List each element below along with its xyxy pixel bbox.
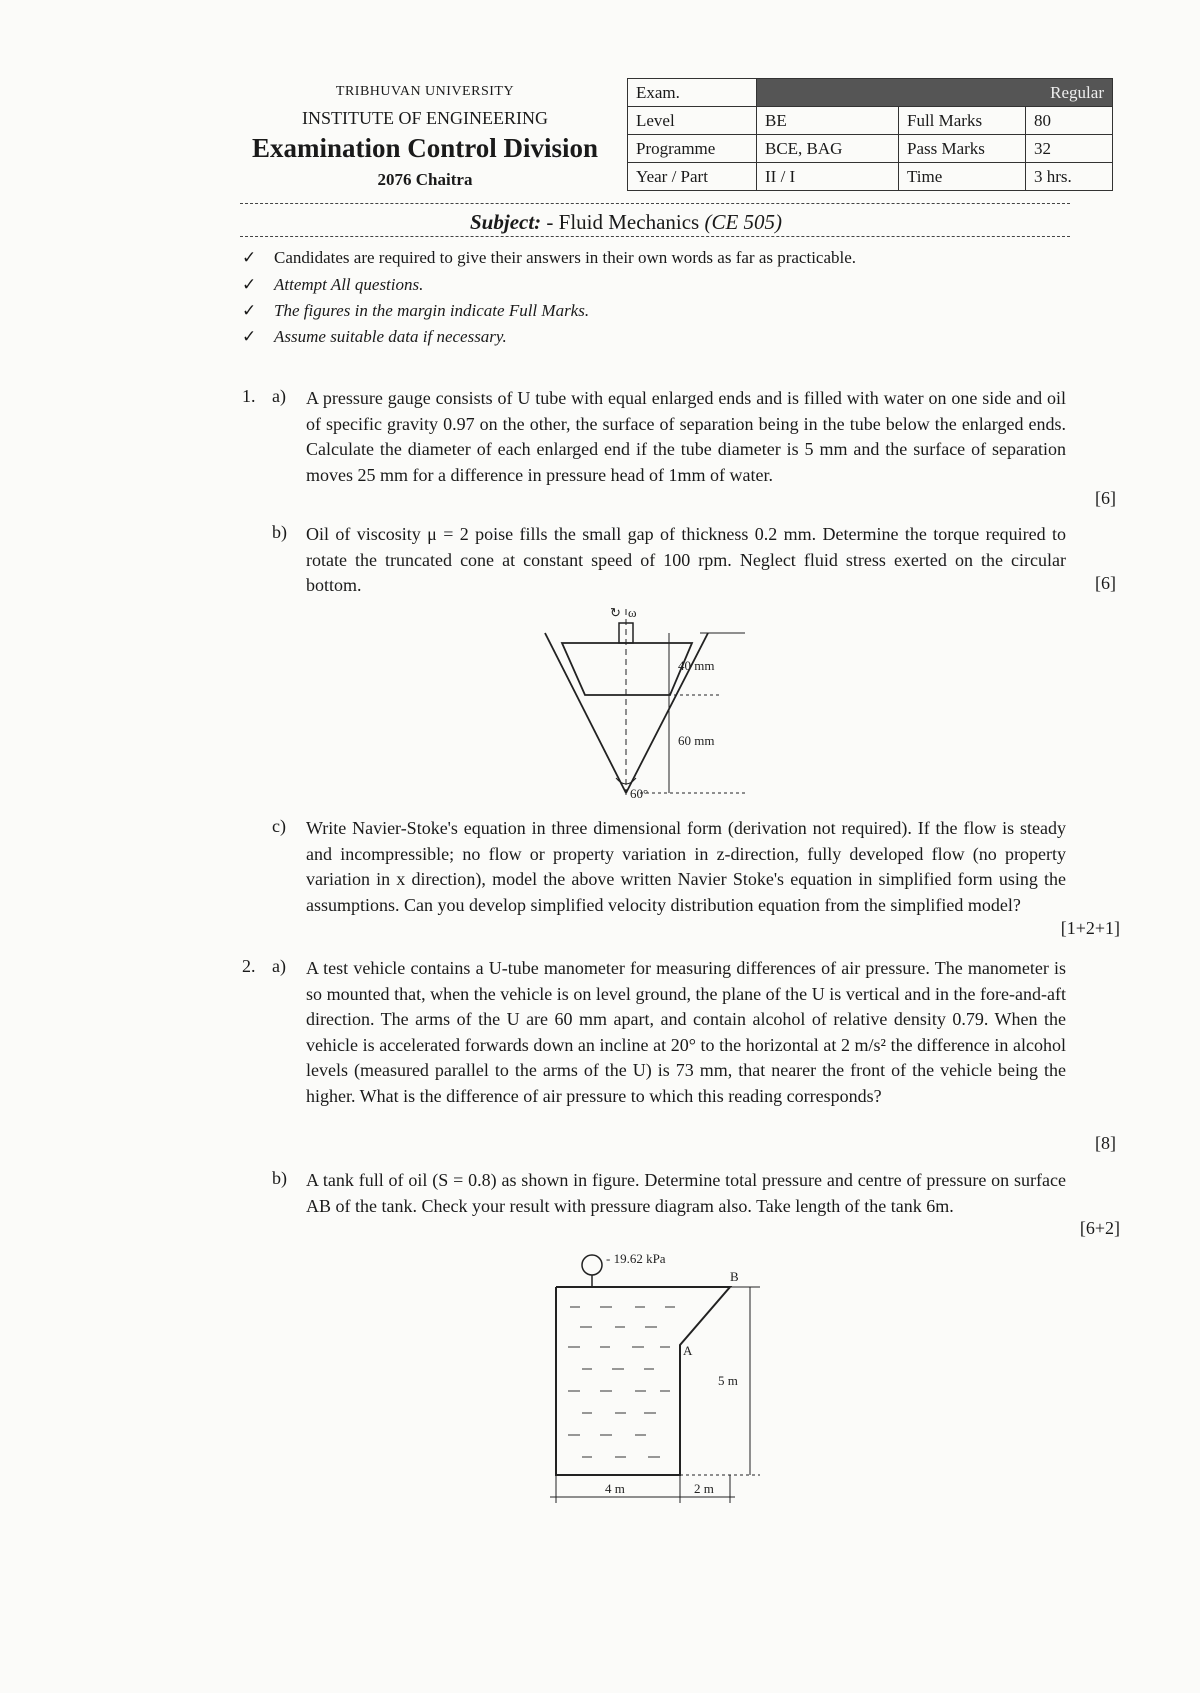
full-marks-label: Full Marks (899, 107, 1026, 135)
subject-name: - Fluid Mechanics (546, 210, 700, 234)
width-right-label: 2 m (694, 1481, 714, 1496)
pressure-gauge-icon (582, 1255, 602, 1275)
instruction-item: ✓ The figures in the margin indicate Full Marks. (242, 301, 590, 320)
exam-value: Regular (757, 79, 1113, 107)
tank-figure (540, 1245, 810, 1520)
division-title: Examination Control Division (251, 133, 599, 163)
question-number: 1. (242, 386, 256, 406)
height-label: 5 m (718, 1373, 738, 1388)
question-marks: [6] (1095, 573, 1116, 593)
instruction-item: ✓ Candidates are required to give their answers in their own words as far as practicable. (242, 248, 857, 267)
tank-outline (556, 1287, 730, 1475)
omega-label: ω (628, 605, 637, 620)
institute-name: INSTITUTE OF ENGINEERING (302, 108, 548, 128)
year-value: II / I (757, 163, 899, 191)
check-icon: ✓ (242, 301, 257, 320)
cone-figure (540, 595, 800, 805)
check-icon: ✓ (242, 275, 257, 294)
programme-label: Programme (628, 135, 757, 163)
pressure-label: - 19.62 kPa (606, 1251, 666, 1266)
instruction-item: ✓ Assume suitable data if necessary. (242, 327, 507, 346)
outer-cone-left (545, 633, 626, 793)
subject-code: (CE 505) (704, 210, 783, 234)
question-marks: [8] (1095, 1133, 1116, 1153)
check-icon: ✓ (242, 327, 257, 346)
subject-line (470, 210, 782, 235)
subject-divider (240, 236, 1070, 237)
subject-label: Subject: (470, 210, 542, 234)
outer-cone-right (626, 633, 708, 793)
university-name: TRIBHUVAN UNIVERSITY (335, 84, 515, 99)
omega-symbol: ↻ (610, 605, 621, 620)
question-1a-text: A pressure gauge consists of U tube with equal enlarged ends and is filled with water on one side and oil of specific gravity 0.97 on the other, the surface of separation being in the tube below the enlarged ends. Calculate the diameter of each enlarged end if the tube diameter is 5 mm and the surface of separation moves 25 mm for a difference in pressure head of 1mm of water. (306, 388, 1066, 485)
year-label: Year / Part (628, 163, 757, 191)
check-icon: ✓ (242, 248, 257, 267)
full-marks-value: 80 (1026, 107, 1113, 135)
question-number: 2. (242, 956, 256, 976)
dim-bottom-label: 60 mm (678, 733, 715, 748)
level-label: Level (628, 107, 757, 135)
angle-label: 60° (630, 786, 649, 801)
header-divider (240, 203, 1070, 204)
question-marks: [1+2+1] (1060, 918, 1120, 938)
question-marks: [6+2] (1079, 1218, 1120, 1238)
width-left-label: 4 m (605, 1481, 625, 1496)
question-2b-text: A tank full of oil (S = 0.8) as shown in figure. Determine total pressure and centre of pressure on surface AB of the tank. Check your result with pressure diagram also. Take length of the tank 6m. (306, 1170, 1066, 1216)
question-1c-text: Write Navier-Stoke's equation in three dimensional form (derivation not required). If the flow is steady and incompressible; no flow or property variation in z-direction, fully developed flow (no property variation in x direction), model the above written Navier Stoke's equation in simplified form using the assumptions. Can you develop simplified velocity distribution equation from the simplified model? (306, 818, 1066, 915)
exam-label: Exam. (628, 79, 757, 107)
time-label: Time (899, 163, 1026, 191)
time-value: 3 hrs. (1026, 163, 1113, 191)
programme-value: BCE, BAG (757, 135, 899, 163)
question-part-letter: a) (272, 956, 286, 976)
dim-top-label: 40 mm (678, 658, 715, 673)
level-value: BE (757, 107, 899, 135)
truncated-cone-shape (562, 643, 692, 695)
point-a-label: A (683, 1343, 693, 1358)
exam-info-table (627, 78, 1113, 191)
instruction-item: ✓ Attempt All questions. (242, 275, 424, 294)
oil-hatching (568, 1307, 675, 1457)
question-part-letter: b) (272, 522, 287, 542)
question-marks: [6] (1095, 488, 1116, 508)
pass-marks-label: Pass Marks (899, 135, 1026, 163)
question-1b-text: Oil of viscosity μ = 2 poise fills the small gap of thickness 0.2 mm. Determine the torque required to rotate the truncated cone at constant speed of 100 rpm. Neglect fluid stress exerted on the circular bottom. (306, 524, 1066, 595)
question-2a-text: A test vehicle contains a U-tube manometer for measuring differences of air pressure. The manometer is so mounted that, when the vehicle is on level ground, the plane of the U is vertical and in the fore-and-aft direction. The arms of the U are 60 mm apart, and contain alcohol of relative density 0.79. When the vehicle is accelerated forwards down an incline at 20° to the horizontal at 2 m/s² the difference in alcohol levels (measured parallel to the arms of the U) is 73 mm, that nearer the front of the vehicle being the higher. What is the difference of air pressure to which this reading corresponds? (306, 958, 1066, 1106)
question-part-letter: b) (272, 1168, 287, 1188)
question-part-letter: a) (272, 386, 286, 406)
question-part-letter: c) (272, 816, 286, 836)
pass-marks-value: 32 (1026, 135, 1113, 163)
exam-session: 2076 Chaitra (377, 170, 473, 189)
point-b-label: B (730, 1269, 739, 1284)
